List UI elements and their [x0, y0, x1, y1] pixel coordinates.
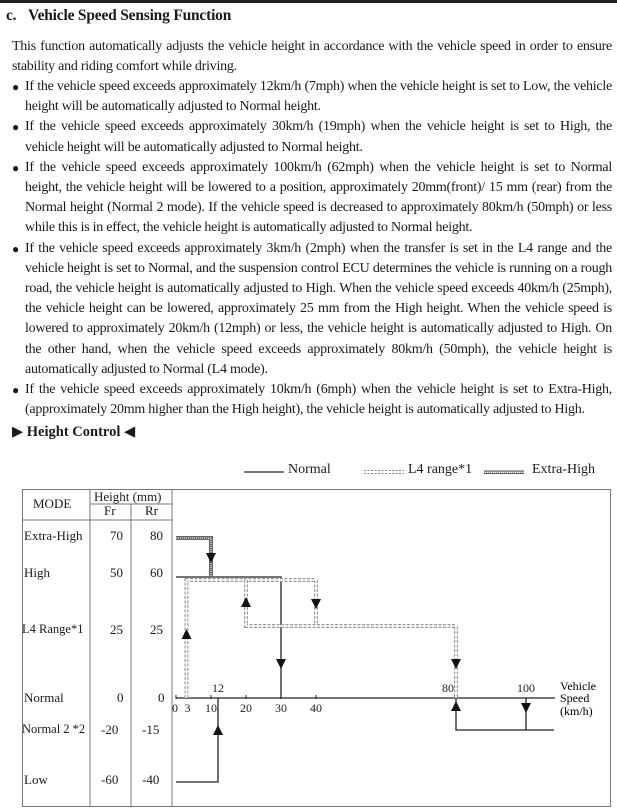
triangle-right-icon: ▶	[12, 424, 24, 440]
arrow-down-icon	[451, 659, 461, 669]
bullet-icon: ●	[12, 160, 19, 175]
x-axis-label-line2: Speed	[560, 691, 590, 705]
extra-high-to-high-line	[176, 538, 211, 577]
arrow-up-icon	[213, 725, 223, 735]
mode-label-high: High	[24, 565, 50, 580]
annotation-100: 100	[517, 681, 535, 695]
x-tick-label: 0	[172, 701, 178, 715]
annotation-80: 80	[442, 681, 454, 695]
arrow-up-icon	[182, 629, 192, 639]
fr-value: -20	[101, 722, 119, 737]
l4-range-loop-line	[246, 580, 456, 698]
bullet-item: ● If the vehicle speed exceeds approximately 30km/h (19mph) when the vehicle height is set to High, the vehicle height will be automatically adjusted to Normal height.	[12, 119, 612, 155]
section-title: Vehicle Speed Sensing Function	[28, 7, 232, 24]
annotation-12: 12	[212, 681, 224, 695]
arrow-up-icon	[451, 701, 461, 711]
section-letter: c.	[6, 7, 17, 24]
arrow-down-icon	[521, 703, 531, 713]
fr-value: 25	[110, 622, 123, 637]
mode-label-normal-2: Normal 2 *2	[22, 722, 86, 736]
x-tick-label: 10	[205, 701, 217, 715]
x-tick-label: 20	[240, 701, 252, 715]
bullet-icon: ●	[12, 241, 19, 256]
arrow-down-icon	[311, 599, 321, 609]
arrow-down-icon	[206, 553, 216, 563]
bullet-item: ● If the vehicle speed exceeds approximately 100km/h (62mph) when the vehicle height is set to Normal height, the vehicle height will be lowered to a position, approximately 20mm(front)/ 15 mm (rear) from the Normal height (Normal 2 mode). If the vehicle speed is decreased to approximately 80km/h (50mph) or less while this is in effect, the vehicle height is automatically adjusted to Normal height.	[12, 159, 612, 236]
arrow-up-icon	[241, 597, 251, 607]
x-tick-label: 40	[310, 701, 322, 715]
table-header-fr: Fr	[104, 503, 116, 518]
x-axis-label-line3: (km/h)	[560, 704, 593, 718]
mode-label-normal: Normal	[24, 690, 64, 705]
mode-label-extra-high: Extra-High	[24, 528, 83, 543]
bullet-icon: ●	[12, 80, 19, 94]
table-header-height: Height (mm)	[94, 489, 162, 504]
mode-label-low: Low	[24, 772, 48, 787]
bullet-icon: ●	[12, 383, 19, 398]
table-header-rr: Rr	[145, 503, 158, 518]
rr-value: -40	[142, 772, 160, 787]
table-header-mode: MODE	[33, 496, 72, 511]
mode-label-l4-range: L4 Range*1	[22, 622, 84, 636]
x-axis-label-line1: Vehicle	[560, 679, 596, 693]
rr-value: 80	[150, 528, 163, 543]
legend-label-l4-range: L4 range*1	[408, 462, 473, 477]
bullet-item: ● If the vehicle speed exceeds approximately 10km/h (6mph) when the vehicle height is set to Extra-High, (approximately 20mm higher than the High height), the vehicle height is automatically adjusted to High.	[12, 382, 612, 418]
x-tick-label: 30	[275, 701, 287, 715]
x-tick-label: 3	[184, 701, 191, 715]
arrow-down-icon	[276, 659, 286, 669]
fr-value: 0	[117, 690, 124, 705]
normal2-return-line	[456, 698, 554, 730]
bullet-item: ● If the vehicle speed exceeds approximately 12km/h (7mph) when the vehicle height is set to Low, the vehicle height will be automatically adjusted to Normal height.	[12, 79, 612, 115]
bullet-icon: ●	[12, 120, 19, 135]
fr-value: 70	[110, 528, 123, 543]
bullet-item: ● If the vehicle speed exceeds approximately 3km/h (2mph) when the transfer is set in the L4 range and the vehicle height is set to Normal, and the suspension control ECU determines the vehicle is running on a rough road, the vehicle height is automatically adjusted to High. When the vehicle speed exceeds 40km/h (25mph), the vehicle height can be lowered, approximately 25 mm from the High height. When the vehicle speed is lowered to approximately 20km/h (12mph) or less, the vehicle height is automatically adjusted to High. On the other hand, when the vehicle speed exceeds approximately 80km/h (50mph), the vehicle height is automatically adjusted to Normal (L4 mode).	[12, 240, 612, 377]
fr-value: -60	[101, 772, 119, 787]
subsection-title: Height Control	[26, 424, 121, 440]
rr-value: -15	[142, 722, 160, 737]
triangle-left-icon: ◀	[123, 424, 136, 440]
legend-label-normal: Normal	[288, 462, 331, 477]
rr-value: 25	[150, 622, 163, 637]
rr-value: 60	[150, 565, 163, 580]
intro-paragraph: This function automatically adjusts the vehicle height in accordance with the vehicle speed in order to ensure stability and riding comfort while driving.	[12, 39, 612, 75]
legend-label-extra-high: Extra-High	[532, 462, 595, 477]
rr-value: 0	[158, 690, 165, 705]
normal-high-to-normal-line	[176, 577, 281, 698]
l4-normal-to-high-line	[187, 580, 317, 698]
fr-value: 50	[110, 565, 123, 580]
